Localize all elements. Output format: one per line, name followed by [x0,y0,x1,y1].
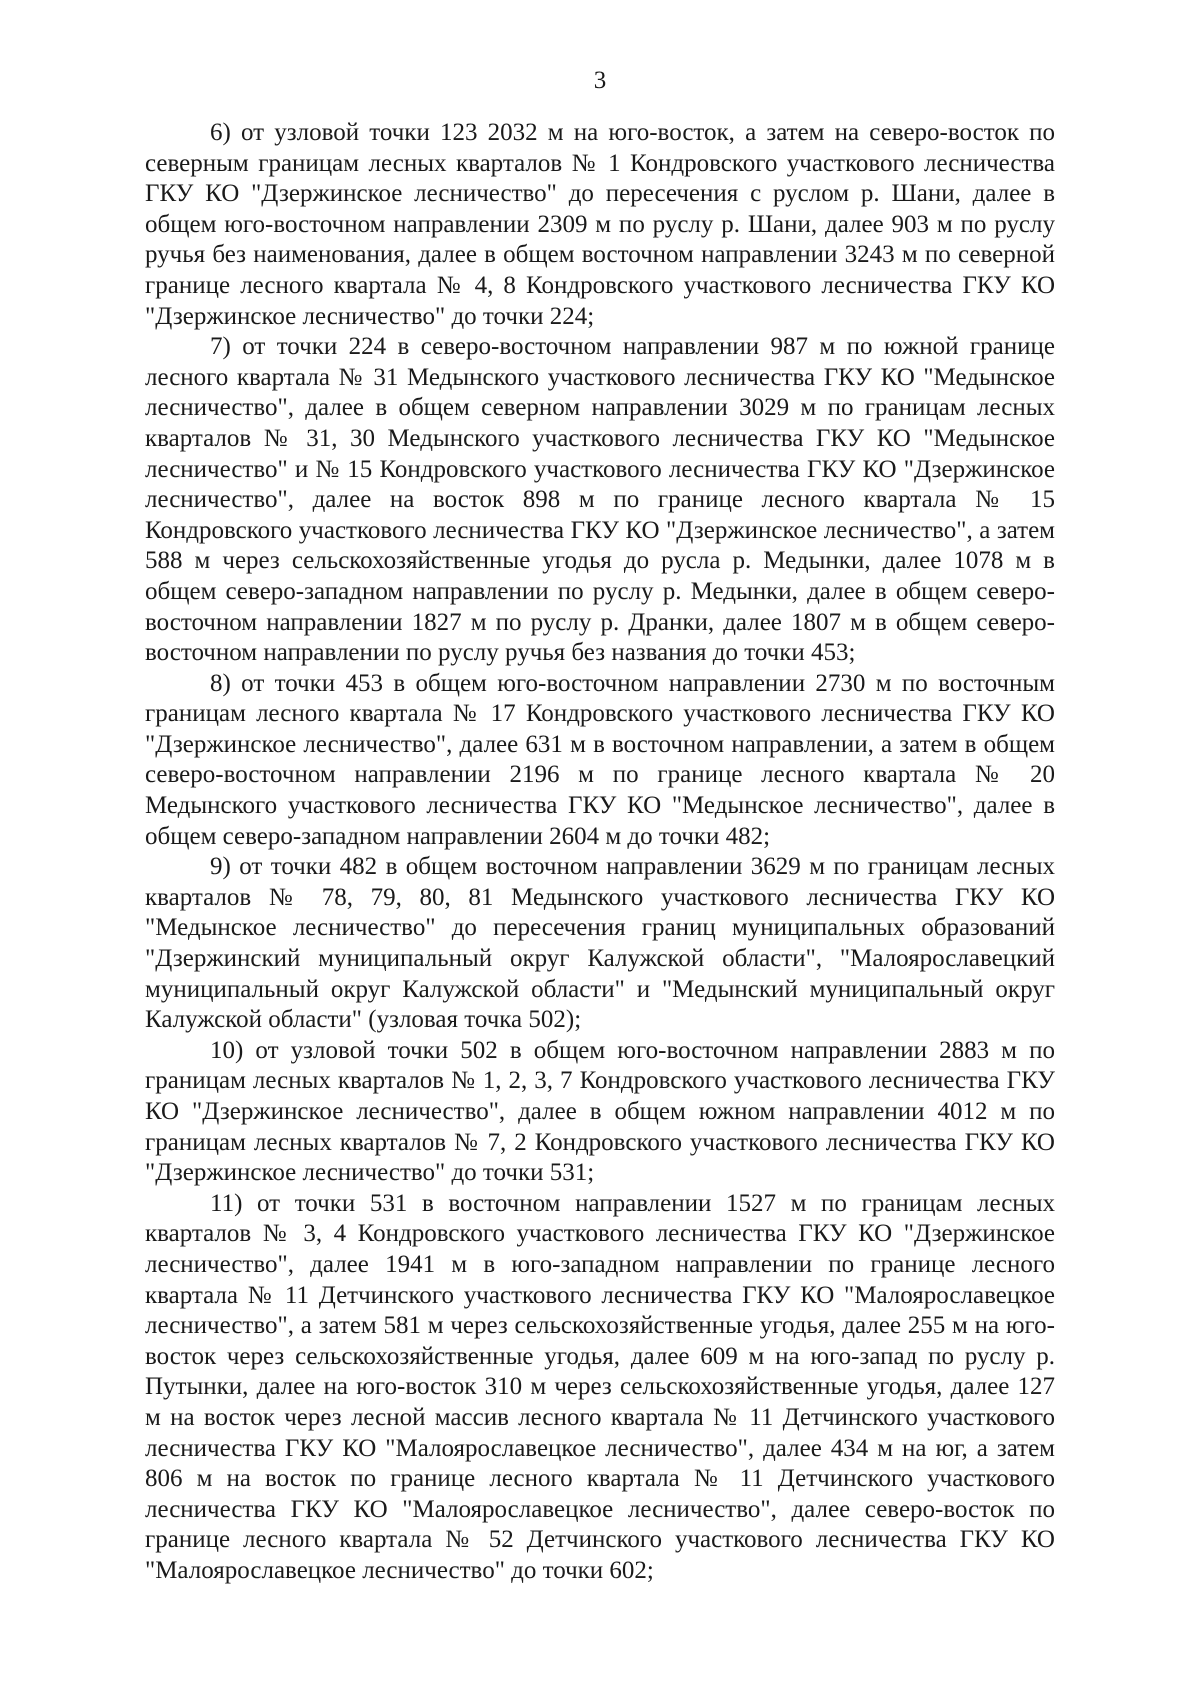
paragraph-item-10: 10) от узловой точки 502 в общем юго-восточном направлении 2883 м по границам лесных кварталов № 1, 2, 3, 7 Кондровского участкового лесничества ГКУ КО "Дзержинское лесничество", далее в общем южном направлении 4012 м по границам лесных кварталов № 7, 2 Кондровского участкового лесничества ГКУ КО "Дзержинское лесничество" до точки 531; [145,1036,1055,1187]
paragraph-item-11: 11) от точки 531 в восточном направлении 1527 м по границам лесных кварталов № 3, 4 Кондровского участкового лесничества ГКУ КО "Дзержинское лесничество", далее 1941 м в юго-западном направлении по границе лесного квартала № 11 Детчинского участкового лесничества ГКУ КО "Малоярославецкое лесничество", а затем 581 м через сельскохозяйственные угодья, далее 255 м на юго-восток через сельскохозяйственные угодья, далее 609 м на юго-запад по руслу р. Путынки, далее на юго-восток 310 м через сельскохозяйственные угодья, далее 127 м на восток через лесной массив лесного квартала № 11 Детчинского участкового лесничества ГКУ КО "Малоярославецкое лесничество", далее 434 м на юг, а затем 806 м на восток по границе лесного квартала № 11 Детчинского участкового лесничества ГКУ КО "Малоярославецкое лесничество", далее северо-восток по границе лесного квартала № 52 Детчинского участкового лесничества ГКУ КО "Малоярославецкое лесничество" до точки 602; [145,1189,1055,1584]
paragraph-item-9: 9) от точки 482 в общем восточном направлении 3629 м по границам лесных кварталов № 78, 79, 80, 81 Медынского участкового лесничества ГКУ КО "Медынское лесничество" до пересечения границ муниципальных образований "Дзержинский муниципальный округ Калужской области", "Малоярославецкий муниципальный округ Калужской области" и "Медынский муниципальный округ Калужской области" (узловая точка 502); [145,853,1055,1034]
document-body [145,118,1055,1587]
paragraph-item-6: 6) от узловой точки 123 2032 м на юго-восток, а затем на северо-восток по северным границам лесных кварталов № 1 Кондровского участкового лесничества ГКУ КО "Дзержинское лесничество" до пересечения с руслом р. Шани, далее в общем юго-восточном направлении 2309 м по руслу р. Шани, далее 903 м по руслу ручья без наименования, далее в общем восточном направлении 3243 м по северной границе лесного квартала № 4, 8 Кондровского участкового лесничества ГКУ КО "Дзержинское лесничество" до точки 224; [145,119,1055,330]
page-number: 3 [593,67,607,94]
paragraph-item-8: 8) от точки 453 в общем юго-восточном направлении 2730 м по восточным границам лесного квартала № 17 Кондровского участкового лесничества ГКУ КО "Дзержинское лесничество", далее 631 м в восточном направлении, а затем в общем северо-восточном направлении 2196 м по границе лесного квартала № 20 Медынского участкового лесничества ГКУ КО "Медынское лесничество", далее в общем северо-западном направлении 2604 м до точки 482; [145,669,1055,850]
paragraph-item-7: 7) от точки 224 в северо-восточном направлении 987 м по южной границе лесного квартала № 31 Медынского участкового лесничества ГКУ КО "Медынское лесничество", далее в общем северном направлении 3029 м по границам лесных кварталов № 31, 30 Медынского участкового лесничества ГКУ КО "Медынское лесничество" и № 15 Кондровского участкового лесничества ГКУ КО "Дзержинское лесничество", далее на восток 898 м по границе лесного квартала № 15 Кондровского участкового лесничества ГКУ КО "Дзержинское лесничество", а затем 588 м через сельскохозяйственные угодья до русла р. Медынки, далее 1078 м в общем северо-западном направлении по руслу р. Медынки, далее в общем северо-восточном направлении 1827 м по руслу р. Дранки, далее 1807 м в общем северо-восточном направлении по руслу ручья без названия до точки 453; [145,333,1055,667]
